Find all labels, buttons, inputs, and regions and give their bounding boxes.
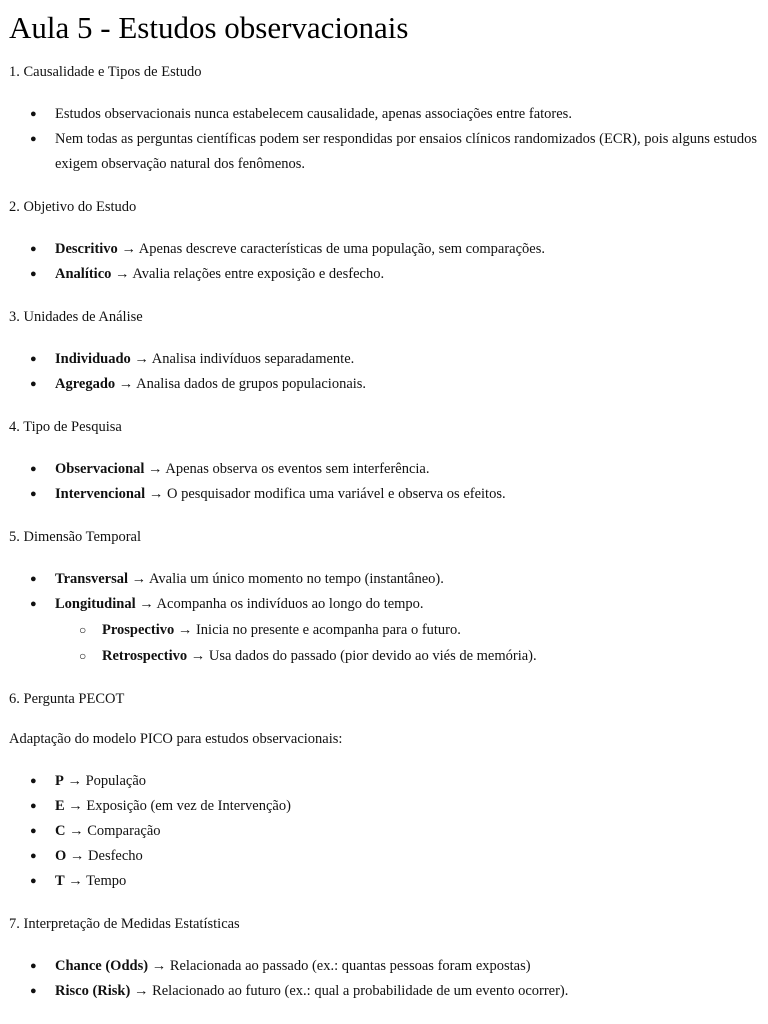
list-item bbox=[9, 457, 759, 482]
section-6-intro: Adaptação do modelo PICO para estudos observacionais: bbox=[9, 731, 343, 747]
list-item bbox=[9, 592, 759, 669]
term: Retrospectivo bbox=[102, 648, 188, 664]
list-item bbox=[9, 372, 759, 397]
arrow: → bbox=[67, 773, 82, 789]
arrow: → bbox=[190, 648, 206, 664]
arrow: → bbox=[134, 351, 149, 367]
list-item bbox=[9, 794, 759, 819]
description: Comparação bbox=[87, 823, 161, 839]
description: Avalia relações entre exposição e desfecho. bbox=[132, 266, 385, 282]
arrow: → bbox=[177, 622, 193, 638]
term: O bbox=[55, 848, 67, 864]
description: Apenas observa os eventos sem interferência. bbox=[165, 461, 430, 477]
term: Risco (Risk) bbox=[55, 983, 131, 999]
term: Chance (Odds) bbox=[55, 958, 149, 974]
term: Agregado bbox=[55, 376, 116, 392]
arrow: → bbox=[131, 571, 147, 587]
sub-list bbox=[55, 617, 759, 669]
arrow: → bbox=[148, 486, 164, 502]
term: P bbox=[55, 773, 64, 789]
arrow: → bbox=[69, 848, 85, 864]
arrow: → bbox=[69, 823, 84, 839]
section-6-list bbox=[9, 769, 759, 894]
term: E bbox=[55, 798, 65, 814]
list-item bbox=[9, 237, 759, 262]
description: Usa dados do passado (pior devido ao viés de memória). bbox=[208, 648, 537, 664]
section-7-title: 7. Interpretação de Medidas Estatísticas bbox=[9, 916, 240, 932]
list-item bbox=[9, 567, 759, 592]
arrow: → bbox=[118, 376, 134, 392]
arrow: → bbox=[139, 596, 154, 612]
sub-list-item bbox=[55, 617, 759, 643]
term: Intervencional bbox=[55, 486, 146, 502]
arrow: → bbox=[121, 241, 136, 257]
term: Longitudinal bbox=[55, 596, 136, 612]
list-item: ● Estudos observacionais nunca estabelecem causalidade, apenas associações entre fatores. bbox=[9, 102, 759, 127]
section-7-list bbox=[9, 954, 759, 1004]
section-6-title: 6. Pergunta PECOT bbox=[9, 691, 125, 707]
description: Relacionada ao passado (ex.: quantas pessoas foram expostas) bbox=[169, 958, 531, 974]
list-item bbox=[9, 819, 759, 844]
arrow: → bbox=[68, 873, 83, 889]
section-5-list bbox=[9, 567, 759, 669]
description: Apenas descreve características de uma população, sem comparações. bbox=[138, 241, 545, 257]
term: Analítico bbox=[55, 266, 112, 282]
term: Prospectivo bbox=[102, 622, 175, 638]
section-3-title: 3. Unidades de Análise bbox=[9, 309, 143, 325]
section-1-list bbox=[9, 102, 759, 177]
description: Inicia no presente e acompanha para o futuro. bbox=[195, 622, 461, 638]
list-item bbox=[9, 262, 759, 287]
description: População bbox=[85, 773, 147, 789]
term: T bbox=[55, 873, 65, 889]
arrow: → bbox=[151, 958, 167, 974]
term: C bbox=[55, 823, 66, 839]
list-item bbox=[9, 347, 759, 372]
arrow: → bbox=[68, 798, 83, 814]
description: Tempo bbox=[86, 873, 127, 889]
description: Analisa dados de grupos populacionais. bbox=[136, 376, 367, 392]
list-item bbox=[9, 844, 759, 869]
page-title: Aula 5 - Estudos observacionais bbox=[9, 10, 409, 45]
list-item bbox=[9, 979, 759, 1004]
description: Analisa indivíduos separadamente. bbox=[151, 351, 355, 367]
term: Individuado bbox=[55, 351, 131, 367]
term: Descritivo bbox=[55, 241, 118, 257]
term: Transversal bbox=[55, 571, 129, 587]
arrow: → bbox=[148, 461, 163, 477]
section-1-title: 1. Causalidade e Tipos de Estudo bbox=[9, 64, 202, 80]
description: Exposição (em vez de Intervenção) bbox=[86, 798, 291, 814]
description: Desfecho bbox=[88, 848, 143, 864]
section-4-title: 4. Tipo de Pesquisa bbox=[9, 419, 122, 435]
section-2-list bbox=[9, 237, 759, 287]
section-3-list bbox=[9, 347, 759, 397]
section-4-list bbox=[9, 457, 759, 507]
list-item: ● Nem todas as perguntas científicas podem ser respondidas por ensaios clínicos randomizados (ECR), pois alguns estudos exigem observação natural dos fenômenos. bbox=[9, 127, 759, 177]
sub-list-item bbox=[55, 643, 759, 669]
list-item bbox=[9, 769, 759, 794]
list-item bbox=[9, 869, 759, 894]
description: Avalia um único momento no tempo (instantâneo). bbox=[148, 571, 444, 587]
description: O pesquisador modifica uma variável e observa os efeitos. bbox=[166, 486, 506, 502]
arrow: → bbox=[133, 983, 149, 999]
description: Acompanha os indivíduos ao longo do tempo. bbox=[156, 596, 424, 612]
section-2-title: 2. Objetivo do Estudo bbox=[9, 199, 137, 215]
description: Relacionado ao futuro (ex.: qual a probabilidade de um evento ocorrer). bbox=[152, 983, 569, 999]
arrow: → bbox=[115, 266, 130, 282]
section-5-title: 5. Dimensão Temporal bbox=[9, 529, 142, 545]
term: Observacional bbox=[55, 461, 145, 477]
list-item bbox=[9, 482, 759, 507]
list-item bbox=[9, 954, 759, 979]
